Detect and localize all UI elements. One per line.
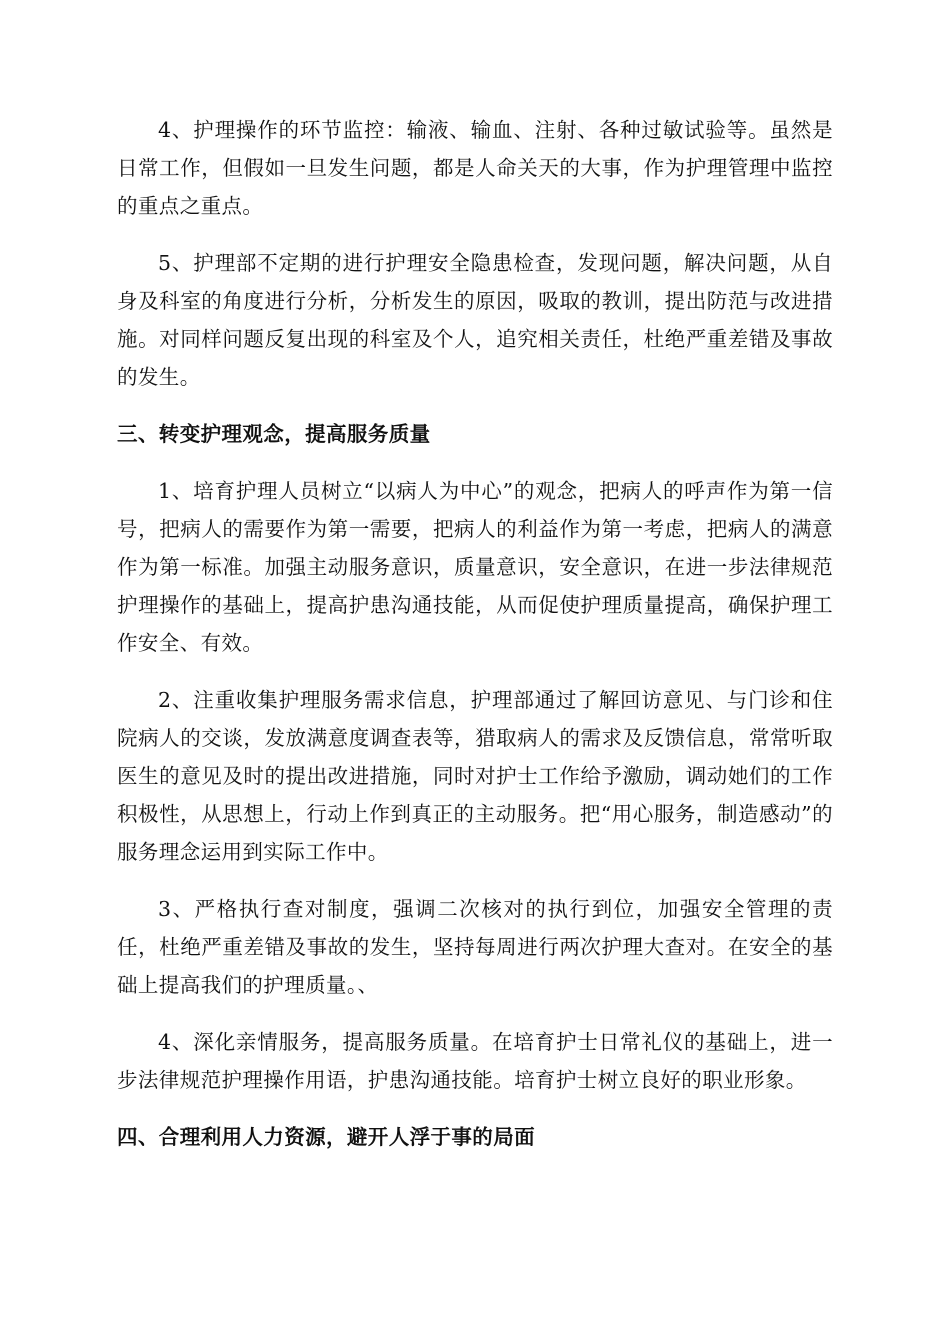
document-body (117, 111, 833, 1175)
section-3-heading: 三、转变护理观念，提高服务质量 (117, 422, 431, 446)
section-3-item-4: 4、深化亲情服务，提高服务质量。在培育护士日常礼仪的基础上，进一步法律规范护理操作用语，护患沟通技能。培育护士树立良好的职业形象。 (117, 1030, 833, 1092)
section-3-item-3: 3、严格执行查对制度，强调二次核对的执行到位，加强安全管理的责任，杜绝严重差错及事故的发生，坚持每周进行两次护理大查对。在安全的基础上提高我们的护理质量。、 (117, 897, 833, 997)
section-4-heading: 四、合理利用人力资源，避开人浮于事的局面 (117, 1125, 535, 1149)
paragraph-5: 5、护理部不定期的进行护理安全隐患检查，发现问题，解决问题，从自身及科室的角度进行分析，分析发生的原因，吸取的教训，提出防范与改进措施。对同样问题反复出现的科室及个人，追究相关责任，杜绝严重差错及事故的发生。 (117, 251, 833, 389)
section-3-item-2: 2、注重收集护理服务需求信息，护理部通过了解回访意见、与门诊和住院病人的交谈，发放满意度调查表等，猎取病人的需求及反馈信息，常常听取医生的意见及时的提出改进措施，同时对护士工作给予激励，调动她们的工作积极性，从思想上，行动上作到真正的主动服务。把“用心服务，制造感动”的服务理念运用到实际工作中。 (117, 688, 833, 864)
section-3-item-1: 1、培育护理人员树立“以病人为中心”的观念，把病人的呼声作为第一信号，把病人的需要作为第一需要，把病人的利益作为第一考虑，把病人的满意作为第一标准。加强主动服务意识，质量意识，安全意识，在进一步法律规范护理操作的基础上，提高护患沟通技能，从而促使护理质量提高，确保护理工作安全、有效。 (117, 479, 833, 655)
paragraph-4: 4、护理操作的环节监控：输液、输血、注射、各种过敏试验等。虽然是日常工作，但假如一旦发生问题，都是人命关天的大事，作为护理管理中监控的重点之重点。 (117, 118, 833, 218)
